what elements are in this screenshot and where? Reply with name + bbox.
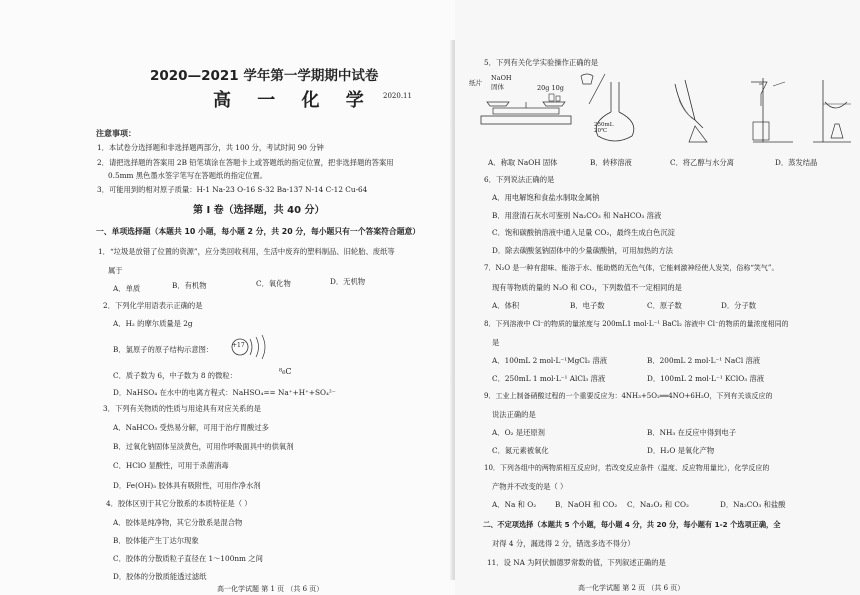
- q3-stem: 3．下列有关物质的性质与用途具有对应关系的是: [103, 404, 261, 413]
- q2-option-b: B．氯原子的原子结构示意图：: [113, 345, 214, 354]
- q9-option-c: C．氮元素被氧化: [492, 446, 549, 455]
- q10-option-b: B．NaOH 和 CO₂: [555, 500, 618, 509]
- q1-option-d: D．无机物: [330, 277, 366, 286]
- volume-title: 第 I 卷（选择题，共 40 分）: [193, 205, 325, 216]
- page-footer-2: 高一化学试题 第 2 页 （共 6 页）: [578, 584, 685, 592]
- q8-option-a: A．100mL 2 mol·L⁻¹MgCl₂ 溶液: [492, 356, 608, 365]
- q10-option-d: D．Na₂CO₃ 和盐酸: [720, 500, 786, 509]
- q6-option-a: A．用电解饱和食盐水制取金属钠: [492, 193, 600, 202]
- label-naoh: NaOH 固体: [491, 74, 512, 91]
- q7-option-d: D．分子数: [721, 301, 757, 310]
- q1-stem-2: 属于: [108, 266, 123, 275]
- q5-option-a: A．称取 NaOH 固体: [488, 158, 558, 167]
- exam-page-2: [455, 0, 860, 595]
- lab-apparatus-figures: [463, 72, 853, 152]
- q8-option-d: D．100mL 2 mol·L⁻¹ KClO₃ 溶液: [647, 374, 765, 383]
- notice-item-3: 3．可能用到的相对原子质量：H-1 Na-23 O-16 S-32 Ba-137 N-14 C-12 Cu-64: [97, 185, 368, 194]
- q8-stem-2: 是: [492, 338, 500, 347]
- q9-option-a: A．O₂ 是还原剂: [492, 428, 545, 437]
- q9-stem-1: 9．工业上制备硝酸过程的一个重要反应为：4NH₃+5O₂══4NO+6H₂O，下列有关该反应的: [484, 392, 773, 400]
- q4-option-c: C．胶体的分散质粒子直径在 1～100nm 之间: [113, 554, 263, 563]
- q7-stem-2: 现有等物质的量的 N₂O 和 CO₂，下列数值不一定相同的是: [492, 283, 682, 292]
- q6-option-d: D．除去碳酸氢钠固体中的少量碳酸钠，可用加热的方法: [492, 246, 673, 255]
- q1-stem-1: 1．“垃圾是放错了位置的资源”，应分类回收利用，生活中废弃的塑料制品、旧轮胎、废纸等: [98, 247, 395, 256]
- q2-option-d: D．NaHSO₄ 在水中的电离方程式：NaHSO₄== Na⁺+H⁺+SO₄²⁻: [113, 388, 336, 397]
- notice-heading: 注意事项：: [96, 129, 136, 138]
- q3-option-d: D．Fe(OH)₃ 胶体具有吸附性，可用作净水剂: [113, 481, 261, 490]
- q1-option-c: C．氧化物: [256, 279, 291, 288]
- q3-option-a: A．NaHCO₃ 受热易分解，可用于治疗胃酸过多: [113, 423, 269, 432]
- q4-stem: 4．胶体区别于其它分散系的本质特征是（ ）: [106, 499, 252, 508]
- q5-option-c: C．将乙醇与水分离: [670, 158, 734, 167]
- q6-option-c: C．饱和碳酸钠溶液中通入足量 CO₂，最终生成白色沉淀: [492, 228, 675, 237]
- q4-option-a: A．胶体是纯净物，其它分散系是混合物: [113, 518, 243, 527]
- q7-option-b: B．电子数: [570, 301, 605, 310]
- label-weights: 20g 10g: [537, 84, 564, 92]
- q7-stem-1: 7．N₂O 是一种有甜味、能溶于水、能助燃的无色气体，它能刺激神经使人发笑，俗称“笑气”。: [484, 264, 779, 272]
- q2-stem: 2．下列化学用语表示正确的是: [103, 301, 203, 310]
- q4-option-d: D．胶体的分散质能透过滤纸: [113, 572, 207, 581]
- balance-figure: [481, 94, 571, 124]
- q1-option-a: A．单质: [113, 284, 141, 293]
- evaporation-stand-figure: [813, 80, 851, 142]
- atom-core-charge: +17: [232, 342, 245, 349]
- exam-title: 2020—2021 学年第一学期期中试卷: [150, 68, 379, 84]
- q2-option-a: A．H₂ 的摩尔质量是 2g: [113, 319, 193, 328]
- q9-stem-2: 说法正确的是: [492, 410, 536, 419]
- q10-option-c: C．Na₂O₂ 和 CO₂: [627, 500, 689, 509]
- q7-option-c: C．原子数: [647, 301, 682, 310]
- section2-line-2: 对得 4 分，漏选得 2 分，错选多选不得分）: [492, 539, 635, 548]
- q1-option-b: B．有机物: [172, 281, 207, 290]
- notice-item-2: 2．请把选择题的答案用 2B 铅笔填涂在答题卡上或答题纸的指定位置，把非选择题的答案用: [97, 158, 394, 167]
- q8-option-c: C．250mL 1 mol·L⁻¹ AlCl₃ 溶液: [492, 374, 606, 383]
- q3-option-b: B．过氧化钠固体呈淡黄色，可用作呼吸面具中的供氧剂: [113, 442, 294, 451]
- q7-option-a: A．体积: [492, 301, 520, 310]
- q4-option-b: B．胶体能产生丁达尔现象: [113, 536, 199, 545]
- exam-date: 2020.11: [383, 92, 412, 100]
- separatory-funnel-figure: [675, 80, 707, 142]
- carbon-isotope-symbol: ⁸₆C: [279, 367, 292, 376]
- page-footer-1: 高一化学试题 第 1 页 （共 6 页）: [217, 585, 324, 593]
- filtration-stand-figure: [751, 78, 793, 142]
- q6-stem: 6．下列说法正确的是: [484, 175, 555, 184]
- q10-stem-2: 产物并不改变的是（ ）: [492, 482, 568, 491]
- q6-option-b: B．用澄清石灰水可鉴别 Na₂CO₃ 和 NaHCO₃ 溶液: [492, 211, 662, 220]
- q5-stem: 5．下列有关化学实验操作正确的是: [484, 58, 599, 67]
- section1-heading: 一、单项选择题（本题共 10 小题，每小题 2 分，共 20 分，每小题只有一个答案符合题意）: [96, 227, 421, 236]
- q5-option-b: B．转移溶液: [590, 158, 632, 167]
- q11-stem: 11．设 NA 为阿伏伽德罗常数的值，下列叙述正确的是: [487, 558, 666, 567]
- q2-option-c: C．质子数为 6，中子数为 8 的微粒：: [113, 371, 237, 380]
- q10-option-a: A．Na 和 O₂: [492, 500, 537, 509]
- label-paper: 纸片: [469, 79, 482, 87]
- label-flask: 250mL 20℃: [594, 122, 614, 134]
- notice-item-1: 1．本试卷分选择题和非选择题两部分，共 100 分，考试时间 90 分钟: [97, 143, 324, 152]
- q9-option-b: B．NH₃ 在反应中得到电子: [647, 428, 737, 437]
- q8-stem-1: 8．下列溶液中 Cl⁻的物质的量浓度与 200mL1 mol·L⁻¹ BaCl₂ 溶液中 Cl⁻的物质的量浓度相同的: [484, 320, 789, 328]
- q5-option-d: D．蒸发结晶: [775, 158, 818, 167]
- section2-heading: 二、不定项选择（本题共 5 个小题，每小题 4 分，共 20 分，每小题有 1-2 个选项正确，全: [483, 520, 781, 529]
- q10-stem-1: 10．下列各组中的两物质相互反应时，若改变反应条件（温度、反应物用量比），化学反应的: [484, 464, 770, 472]
- q9-option-d: D．H₂O 是氧化产物: [647, 446, 715, 455]
- q3-option-c: C．HClO 显酸性，可用于杀菌消毒: [113, 461, 229, 470]
- notice-item-2-cont: 0.5mm 黑色墨水签字笔写在答题纸的指定位置。: [108, 171, 268, 180]
- exam-subject: 高 一 化 学: [213, 90, 374, 111]
- q8-option-b: B．200mL 2 mol·L⁻¹ NaCl 溶液: [647, 356, 761, 365]
